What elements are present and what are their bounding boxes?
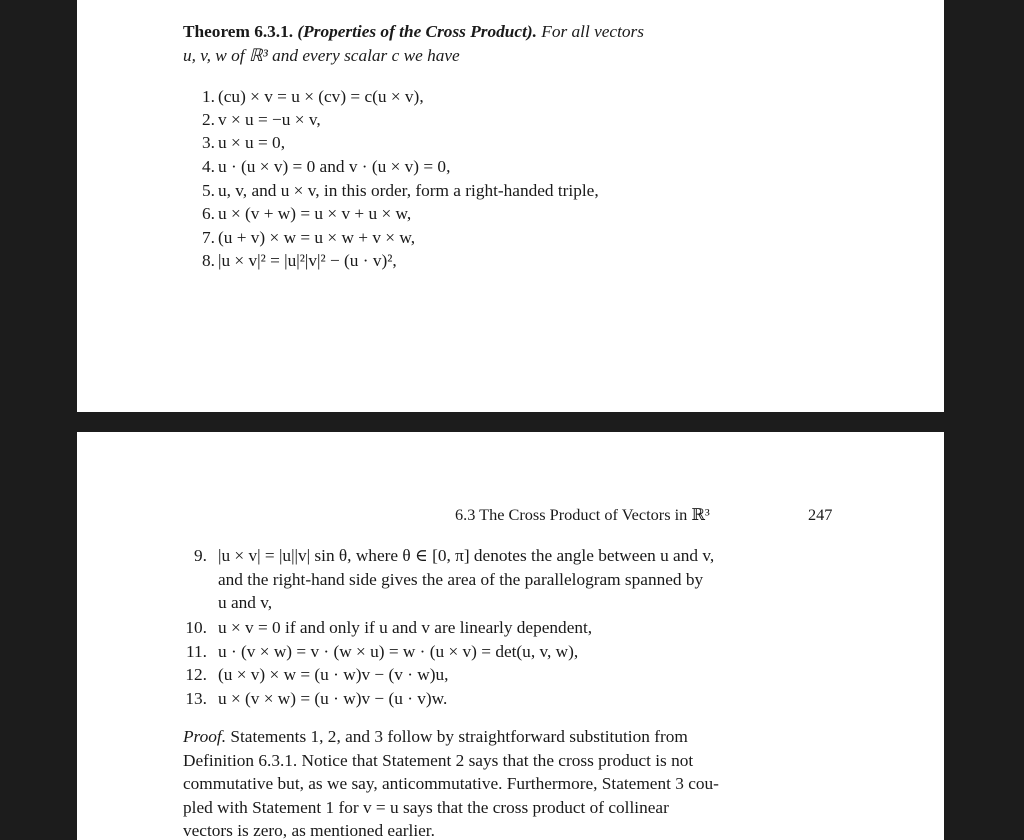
- item-text: (u + v) × w = u × w + v × w,: [218, 228, 416, 247]
- item-text: (cu) × v = u × (cv) = c(u × v),: [218, 87, 424, 106]
- proof-label: Proof.: [183, 727, 227, 746]
- theorem-label: Theorem 6.3.1.: [183, 22, 294, 41]
- item-text: u × (v + w) = u × v + u × w,: [218, 204, 412, 223]
- proof-line: vectors is zero, as mentioned earlier.: [183, 821, 435, 840]
- item-number: 10.: [185, 618, 207, 637]
- list-item: [177, 544, 877, 614]
- proof-line: commutative but, as we say, anticommutative. Furthermore, Statement 3 cou-: [183, 774, 719, 793]
- item-text: u · (u × v) = 0 and v · (u × v) = 0,: [218, 157, 451, 176]
- proof-line: [183, 725, 688, 748]
- item-text: and the right-hand side gives the area of the parallelogram spanned by: [218, 570, 704, 589]
- proof-line: pled with Statement 1 for v = u says that the cross product of collinear: [183, 798, 669, 817]
- running-header: 6.3 The Cross Product of Vectors in ℝ³: [455, 505, 710, 524]
- theorem-title: (Properties of the Cross Product).: [297, 22, 537, 41]
- item-text: (u × v) × w = (u · w)v − (v · w)u,: [218, 665, 449, 684]
- item-text: u, v, and u × v, in this order, form a right-handed triple,: [218, 181, 599, 200]
- page-top: [77, 0, 944, 412]
- item-number: 2.: [202, 110, 215, 129]
- item-text: u · (v × w) = v · (w × u) = w · (u × v) = det(u, v, w),: [218, 642, 579, 661]
- proof-text: Statements 1, 2, and 3 follow by straightforward substitution from: [230, 727, 688, 746]
- item-text: |u × v| = |u||v| sin θ, where θ ∈ [0, π] denotes the angle between u and v,: [218, 546, 715, 565]
- item-number: 11.: [186, 642, 207, 661]
- item-text: |u × v|² = |u|²|v|² − (u · v)²,: [218, 251, 397, 270]
- item-number: 12.: [185, 665, 207, 684]
- item-text: v × u = −u × v,: [218, 110, 321, 129]
- page-bottom: [77, 432, 944, 840]
- item-number: 9.: [194, 546, 207, 565]
- item-number: 5.: [202, 181, 215, 200]
- item-number: 3.: [202, 133, 215, 152]
- item-number: 6.: [202, 204, 215, 223]
- item-number: 7.: [202, 228, 215, 247]
- proof-line: Definition 6.3.1. Notice that Statement 2 says that the cross product is not: [183, 751, 694, 770]
- item-number: 8.: [202, 251, 215, 270]
- item-number: 13.: [185, 689, 207, 708]
- theorem-heading: [183, 20, 644, 43]
- theorem-intro-1: For all vectors: [541, 22, 644, 41]
- item-text: u × u = 0,: [218, 133, 286, 152]
- item-text: u and v,: [218, 593, 273, 612]
- item-text: u × v = 0 if and only if u and v are linearly dependent,: [218, 618, 593, 637]
- theorem-intro-2: u, v, w of ℝ³ and every scalar c we have: [183, 46, 460, 65]
- item-number: 4.: [202, 157, 215, 176]
- item-text: u × (v × w) = (u · w)v − (u · v)w.: [218, 689, 448, 708]
- page-number: 247: [808, 505, 833, 524]
- item-number: 1.: [202, 87, 215, 106]
